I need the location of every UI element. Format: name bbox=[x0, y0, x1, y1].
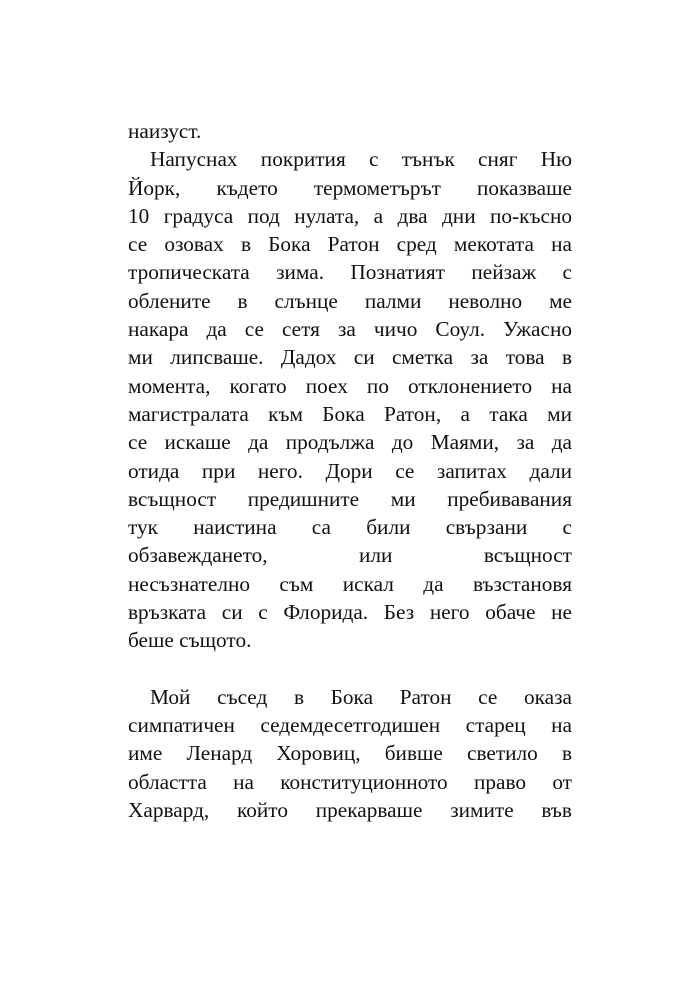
text-line: се озовах в Бока Ратон сред мекотата на bbox=[128, 232, 572, 257]
text-line: връзката си с Флорида. Без него обаче не bbox=[128, 600, 572, 625]
text-line: ми липсваше. Дадох си сметка за това в bbox=[128, 345, 572, 370]
text-line: областта на конституционното право от bbox=[128, 769, 572, 794]
text-line: отида при него. Дори се запитах дали bbox=[128, 458, 572, 483]
text-line: магистралата към Бока Ратон, а така ми bbox=[128, 401, 572, 426]
text-line: момента, когато поех по отклонението на bbox=[128, 373, 572, 398]
text-line: обзавеждането, или всъщност bbox=[128, 543, 572, 568]
text-line: накара да се сетя за чичо Соул. Ужасно bbox=[128, 317, 572, 342]
text-line: име Ленард Хоровиц, бивше светило в bbox=[128, 741, 572, 766]
text-line: симпатичен седемдесетгодишен старец на bbox=[128, 712, 572, 737]
text-line: 10 градуса под нулата, а два дни по-късно bbox=[128, 203, 572, 228]
text-line: Йорк, където термометърът показваше bbox=[128, 175, 572, 200]
text-line: тропическата зима. Познатият пейзаж с bbox=[128, 260, 572, 285]
text-line: наизуст. bbox=[128, 119, 202, 143]
text-line: беше същото. bbox=[128, 628, 252, 653]
text-line: облените в слънце палми неволно ме bbox=[128, 288, 572, 313]
text-line: тук наистина са били свързани с bbox=[128, 515, 572, 540]
text-line: Напуснах покрития с тънък сняг Ню bbox=[150, 147, 572, 172]
book-page bbox=[128, 117, 572, 824]
text-line: несъзнателно съм искал да възстановя bbox=[128, 571, 572, 596]
paragraph-departure bbox=[128, 145, 572, 654]
text-line: Харвард, който прекарваше зимите във bbox=[128, 797, 572, 822]
text-line: се искаше да продължа до Маями, за да bbox=[128, 430, 572, 455]
paragraph-spacer bbox=[128, 655, 572, 683]
paragraph-continuation bbox=[128, 117, 572, 145]
text-line: всъщност предишните ми пребивавания bbox=[128, 486, 572, 511]
text-line: Мой съсед в Бока Ратон се оказа bbox=[150, 684, 572, 709]
paragraph-neighbor bbox=[128, 683, 572, 824]
